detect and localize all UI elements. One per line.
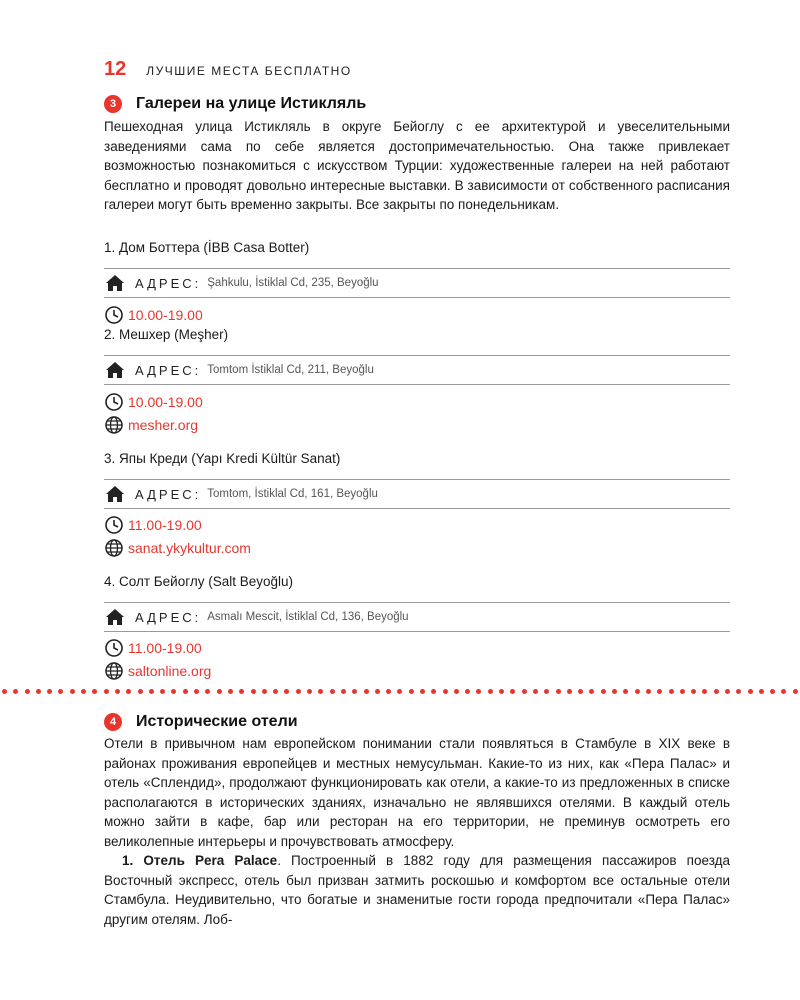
section-4-heading bbox=[104, 713, 298, 731]
divider-dot bbox=[160, 689, 165, 694]
divider-dot bbox=[725, 689, 730, 694]
divider-dot bbox=[149, 689, 154, 694]
section-4-body bbox=[104, 734, 730, 929]
venue-1-address-row bbox=[104, 268, 730, 298]
divider-dot bbox=[138, 689, 143, 694]
venue-1-name: 1. Дом Боттера (İBB Casa Botter) bbox=[104, 240, 310, 255]
divider-dot bbox=[691, 689, 696, 694]
address-label: АДРЕС: bbox=[135, 609, 202, 625]
divider-dot bbox=[13, 689, 18, 694]
divider-dot bbox=[352, 689, 357, 694]
divider-dot bbox=[341, 689, 346, 694]
divider-dot bbox=[375, 689, 380, 694]
divider-dot bbox=[171, 689, 176, 694]
hours-text: 10.00-19.00 bbox=[128, 394, 203, 410]
divider-dot bbox=[748, 689, 753, 694]
divider-dot bbox=[409, 689, 414, 694]
website-link[interactable]: saltonline.org bbox=[128, 663, 212, 679]
divider-dot bbox=[364, 689, 369, 694]
divider-dot bbox=[793, 689, 798, 694]
globe-icon bbox=[104, 661, 124, 681]
address-value: Tomtom, İstiklal Cd, 161, Beyoğlu bbox=[207, 488, 378, 500]
divider-dot bbox=[578, 689, 583, 694]
website-link[interactable]: mesher.org bbox=[128, 417, 199, 433]
divider-dot bbox=[318, 689, 323, 694]
venue-3-address-row bbox=[104, 479, 730, 509]
house-icon bbox=[105, 485, 125, 503]
divider-dot bbox=[770, 689, 775, 694]
divider-dot bbox=[556, 689, 561, 694]
address-value: Şahkulu, İstiklal Cd, 235, Beyoğlu bbox=[207, 277, 379, 289]
venue-2-hours bbox=[104, 392, 203, 412]
venue-2-name: 2. Мешхер (Meşher) bbox=[104, 327, 229, 342]
clock-icon bbox=[104, 305, 124, 325]
divider-dot bbox=[273, 689, 278, 694]
venue-4-name: 4. Солт Бейоглу (Salt Beyoğlu) bbox=[104, 574, 293, 589]
website-link[interactable]: sanat.ykykultur.com bbox=[128, 540, 251, 556]
venue-3-name: 3. Япы Креди (Yapı Kredi Kültür Sanat) bbox=[104, 451, 341, 466]
hours-text: 11.00-19.00 bbox=[128, 517, 202, 533]
divider-dot bbox=[81, 689, 86, 694]
divider-dot bbox=[397, 689, 402, 694]
divider-dot bbox=[262, 689, 267, 694]
divider-dot bbox=[47, 689, 52, 694]
venue-1-hours bbox=[104, 305, 203, 325]
divider-dot bbox=[228, 689, 233, 694]
divider-dot bbox=[36, 689, 41, 694]
address-label: АДРЕС: bbox=[135, 486, 202, 502]
divider-dot bbox=[476, 689, 481, 694]
divider-dot bbox=[669, 689, 674, 694]
hotel-item-1-title: 1. Отель Pera Palace bbox=[122, 853, 278, 868]
divider-dot bbox=[330, 689, 335, 694]
venue-2-site[interactable] bbox=[104, 415, 198, 435]
globe-icon bbox=[104, 415, 124, 435]
divider-dot bbox=[533, 689, 538, 694]
divider-dot bbox=[70, 689, 75, 694]
venue-3-site[interactable] bbox=[104, 538, 251, 558]
divider-dot bbox=[126, 689, 131, 694]
divider-dot bbox=[567, 689, 572, 694]
divider-dot bbox=[736, 689, 741, 694]
divider-dot bbox=[781, 689, 786, 694]
divider-dot bbox=[239, 689, 244, 694]
divider-dot bbox=[251, 689, 256, 694]
divider-dot bbox=[420, 689, 425, 694]
address-value: Asmalı Mescit, İstiklal Cd, 136, Beyoğlu bbox=[207, 611, 409, 623]
divider-dot bbox=[443, 689, 448, 694]
divider-dot bbox=[635, 689, 640, 694]
divider-dot bbox=[657, 689, 662, 694]
divider-dot bbox=[454, 689, 459, 694]
venue-4-address-row bbox=[104, 602, 730, 632]
hotel-item-1-text: . Построенный в 1882 году для размещения пассажиров поезда Восточный экспресс, отель был призван затмить роскошью и комфортом все остальные отели Стамбула. Неудивительно, что богатые и знаменитые гости города предпочитали «Пера Палас» другим отелям. Лоб- bbox=[104, 853, 730, 927]
clock-icon bbox=[104, 392, 124, 412]
divider-dot bbox=[623, 689, 628, 694]
divider-dot bbox=[205, 689, 210, 694]
hours-text: 11.00-19.00 bbox=[128, 640, 202, 656]
divider-dot bbox=[217, 689, 222, 694]
address-label: АДРЕС: bbox=[135, 362, 202, 378]
divider-dot bbox=[194, 689, 199, 694]
divider-dot bbox=[2, 689, 7, 694]
divider-dot bbox=[465, 689, 470, 694]
running-title: ЛУЧШИЕ МЕСТА БЕСПЛАТНО bbox=[146, 64, 352, 78]
section-title: Исторические отели bbox=[136, 713, 298, 730]
divider-dot bbox=[759, 689, 764, 694]
divider-dot bbox=[680, 689, 685, 694]
section-number-badge: 4 bbox=[104, 713, 122, 731]
page-header bbox=[104, 58, 352, 81]
divider-dot bbox=[104, 689, 109, 694]
divider-dot bbox=[589, 689, 594, 694]
intro-text: Отели в привычном нам европейском понимании стали появляться в Стамбуле в XIX веке в районах проживания европейцев и местных немусульман. Какие-то из них, как «Пера Палас» и отель «Сплендид», продолжают функционировать как отели, а какие-то из предложенных в списке располагаются в исторических зданиях, изначально не являвшихся отелями. В каждый отель можно зайти в кафе, бар или ресторан на его территории, не преминув осмотреть его великолепные интерьеры и прочувствовать атмосферу. bbox=[104, 736, 730, 849]
divider-dot bbox=[646, 689, 651, 694]
divider-dot bbox=[307, 689, 312, 694]
divider-dot bbox=[612, 689, 617, 694]
divider-dot bbox=[714, 689, 719, 694]
house-icon bbox=[105, 274, 125, 292]
divider-dot bbox=[522, 689, 527, 694]
house-icon bbox=[105, 361, 125, 379]
venue-2-address-row bbox=[104, 355, 730, 385]
dotted-divider bbox=[0, 689, 800, 697]
hours-text: 10.00-19.00 bbox=[128, 307, 203, 323]
divider-dot bbox=[431, 689, 436, 694]
divider-dot bbox=[284, 689, 289, 694]
divider-dot bbox=[499, 689, 504, 694]
divider-dot bbox=[702, 689, 707, 694]
intro-text: Пешеходная улица Истикляль в округе Бейоглу с ее архитектурой и увеселительными заведениями сама по себе является достопримечательностью. Она также привлекает возможностью познакомиться с искусством Турции: художественные галереи на ней работают бесплатно и проводят довольно интересные выставки. В зависимости от собственного расписания галереи могут быть временно закрыты. Все закрыты по понедельникам. bbox=[104, 119, 730, 212]
divider-dot bbox=[296, 689, 301, 694]
globe-icon bbox=[104, 538, 124, 558]
divider-dot bbox=[58, 689, 63, 694]
page-number: 12 bbox=[104, 58, 127, 80]
divider-dot bbox=[488, 689, 493, 694]
section-3-intro bbox=[104, 117, 730, 215]
address-value: Tomtom İstiklal Cd, 211, Beyoğlu bbox=[207, 364, 374, 376]
venue-4-hours bbox=[104, 638, 202, 658]
hotel-item-1 bbox=[104, 851, 730, 929]
divider-dot bbox=[510, 689, 515, 694]
clock-icon bbox=[104, 638, 124, 658]
section-number-badge: 3 bbox=[104, 95, 122, 113]
venue-3-hours bbox=[104, 515, 202, 535]
divider-dot bbox=[25, 689, 30, 694]
divider-dot bbox=[601, 689, 606, 694]
venue-4-site[interactable] bbox=[104, 661, 211, 681]
section-3-heading bbox=[104, 95, 366, 113]
address-label: АДРЕС: bbox=[135, 275, 202, 291]
clock-icon bbox=[104, 515, 124, 535]
house-icon bbox=[105, 608, 125, 626]
section-title: Галереи на улице Истикляль bbox=[136, 95, 367, 112]
divider-dot bbox=[183, 689, 188, 694]
divider-dot bbox=[92, 689, 97, 694]
divider-dot bbox=[544, 689, 549, 694]
divider-dot bbox=[386, 689, 391, 694]
divider-dot bbox=[115, 689, 120, 694]
